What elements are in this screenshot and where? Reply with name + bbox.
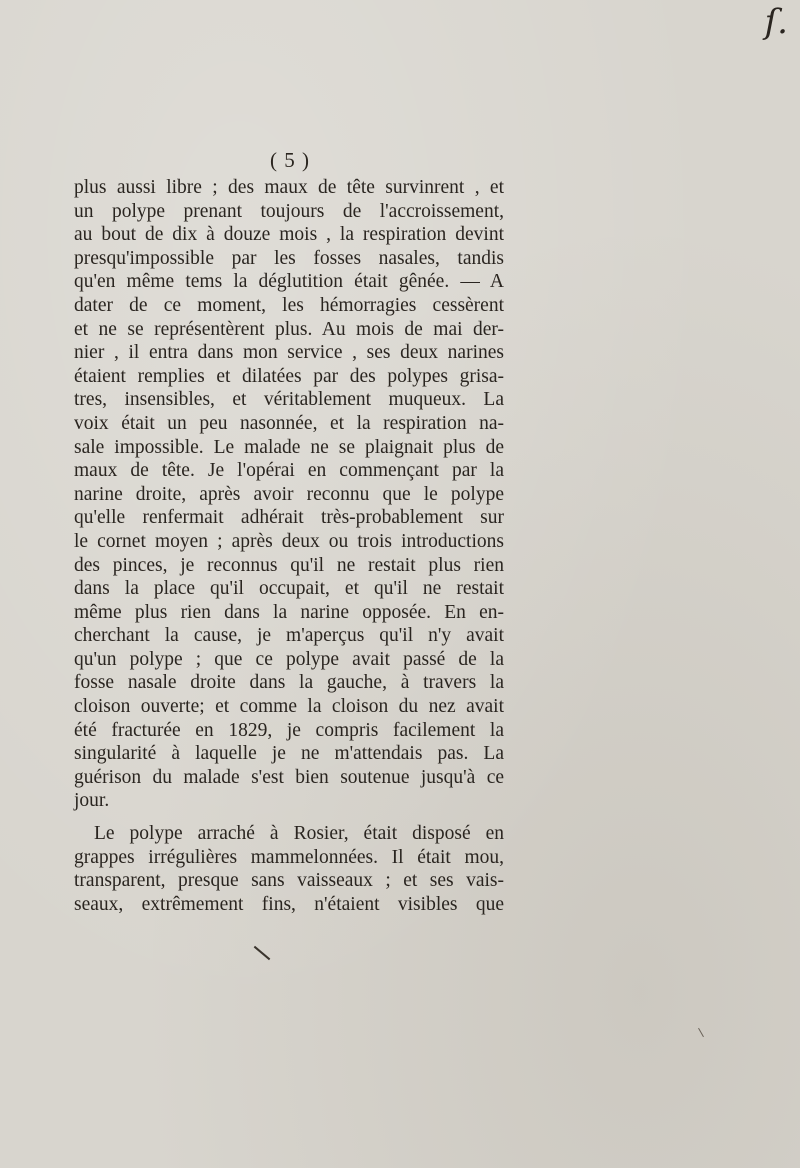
text-line: cherchant la cause, je m'aperçus qu'il n'y avait (74, 625, 504, 647)
text-line: qu'un polype ; que ce polype avait passé de la (74, 648, 504, 670)
corner-mark: ſ. (764, 2, 788, 42)
text-line: presqu'impossible par les fosses nasales, tandis (74, 247, 504, 269)
text-line: le cornet moyen ; après deux ou trois introductions (74, 530, 504, 552)
text-line: narine droite, après avoir reconnu que le polype (74, 483, 504, 505)
text-line: dater de ce moment, les hémorragies cessèrent (74, 294, 504, 316)
text-line: des pinces, je reconnus qu'il ne restait plus rien (74, 554, 504, 576)
text-line: tres, insensibles, et véritablement muqueux. La (74, 389, 504, 411)
page-number: ( 5 ) (270, 148, 310, 172)
paragraph-1 (74, 176, 504, 813)
text-line: plus aussi libre ; des maux de tête survinrent , et (74, 177, 504, 198)
text-line: maux de tête. Je l'opérai en commençant par la (74, 460, 504, 482)
text-line: au bout de dix à douze mois , la respiration devint (74, 224, 504, 246)
text-line: un polype prenant toujours de l'accroissement, (74, 200, 504, 222)
text-line: étaient remplies et dilatées par des polypes grisa- (74, 365, 504, 387)
ink-stroke (254, 946, 271, 960)
text-line: qu'en même tems la déglutition était gênée. — A (74, 271, 504, 293)
text-line: et ne se représentèrent plus. Au mois de mai der- (74, 318, 504, 340)
body-text (74, 176, 504, 916)
paragraph-2 (74, 822, 504, 916)
text-line: voix était un peu nasonnée, et la respiration na- (74, 412, 504, 434)
text-line: seaux, extrêmement fins, n'étaient visibles que (74, 893, 504, 915)
paragraph-gap (74, 813, 504, 822)
text-line: même plus rien dans la narine opposée. En en- (74, 601, 504, 623)
text-line: sale impossible. Le malade ne se plaignait plus de (74, 436, 504, 458)
text-line: cloison ouverte; et comme la cloison du nez avait (74, 696, 504, 718)
text-line: guérison du malade s'est bien soutenue jusqu'à ce (74, 766, 504, 788)
text-line: dans la place qu'il occupait, et qu'il ne restait (74, 578, 504, 600)
text-line: été fracturée en 1829, je compris facilement la (74, 719, 504, 741)
text-line: fosse nasale droite dans la gauche, à travers la (74, 672, 504, 694)
text-line: transparent, presque sans vaisseaux ; et ses vais- (74, 870, 504, 892)
text-line: nier , il entra dans mon service , ses deux narines (74, 342, 504, 364)
text-line: jour. (74, 790, 110, 812)
text-line: singularité à laquelle je ne m'attendais pas. La (74, 743, 504, 765)
text-line: Le polype arraché à Rosier, était disposé en (94, 823, 504, 845)
ink-stroke (698, 1028, 704, 1037)
text-line: grappes irrégulières mammelonnées. Il était mou, (74, 846, 504, 868)
text-line: qu'elle renfermait adhérait très-probablement sur (74, 507, 504, 529)
